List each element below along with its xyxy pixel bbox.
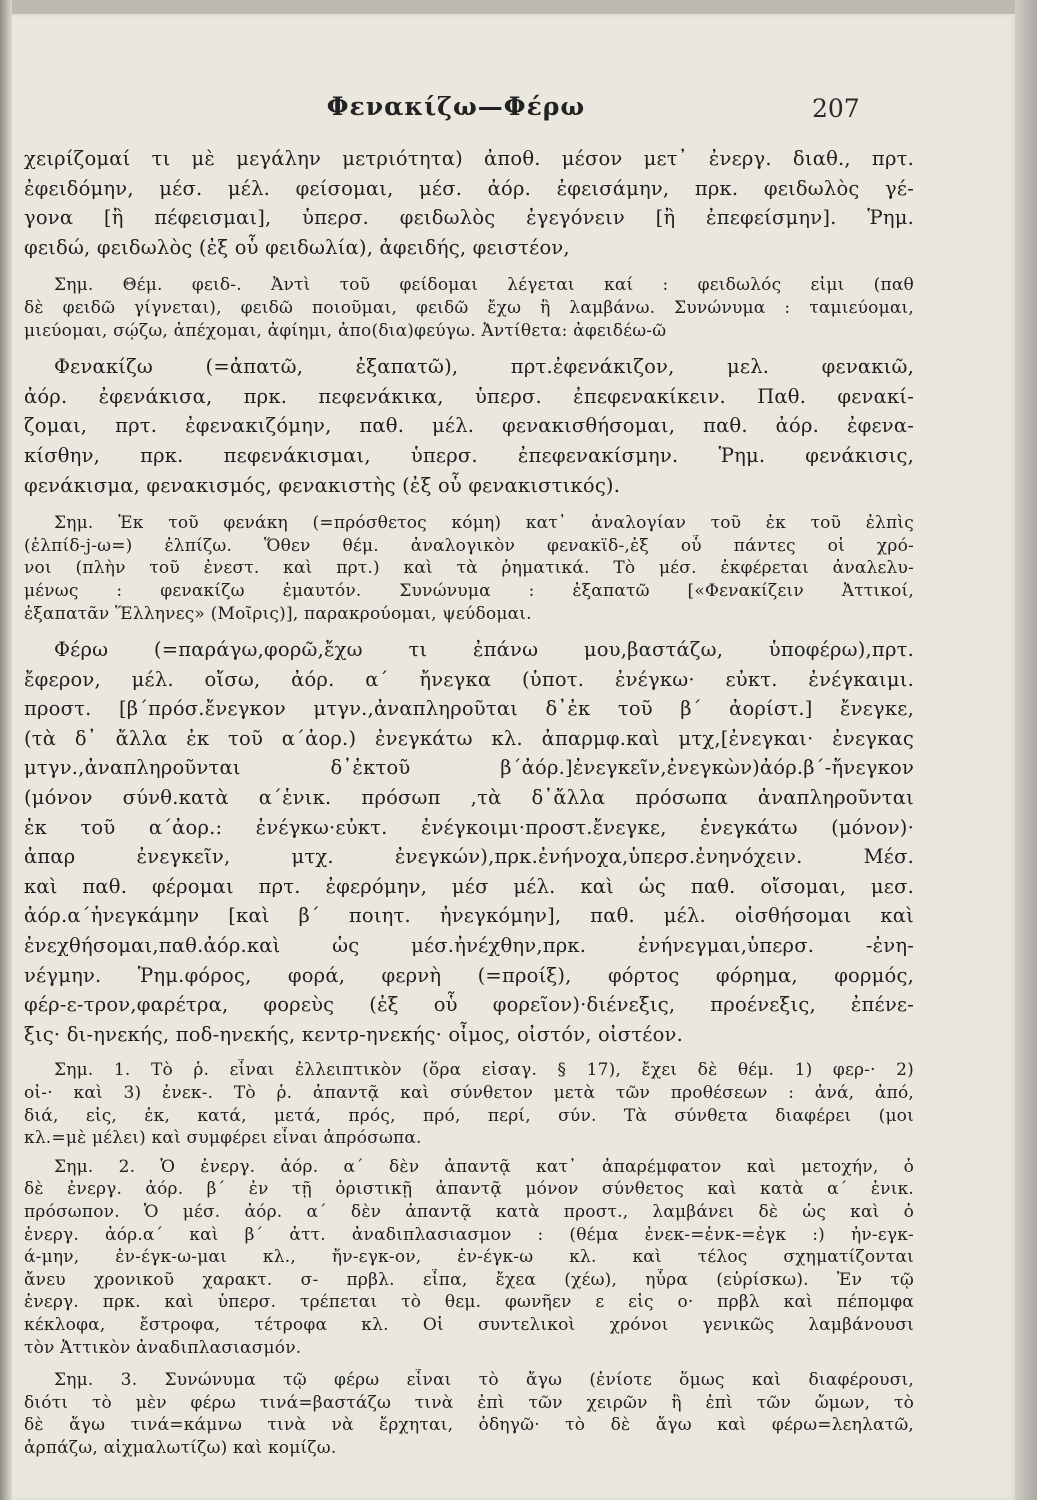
text-line: ἁρπάζω, αἰχμαλωτίζω) καὶ κομίζω. bbox=[24, 1437, 337, 1458]
text-line: μτγν.,ἀναπληροῦνται δ᾽ἐκτοῦ β´ἀόρ.]ἐνεγκεῖν,ἐνεγκὼν)ἀόρ.β´-ἤνεγκον bbox=[24, 756, 914, 780]
entry-block bbox=[24, 635, 914, 1049]
text-line: (ἐλπίδ-j-ω=) ἐλπίζω. Ὅθεν θέμ. ἀναλογικὸν φενακϊδ-,ἐξ οὗ πάντες οἱ χρό- bbox=[24, 535, 914, 556]
text-line: ἄνευ χρονικοῦ χαρακτ. σ- πρβλ. εἶπα, ἔχεα (χέω), ηὗρα (εὑρίσκω). Ἐν τῷ bbox=[24, 1269, 914, 1290]
text-line: γονα [ἢ πέφεισμαι], ὑπερσ. φειδωλὸς ἐγεγόνειν [ἢ ἐπεφείσμην]. Ῥημ. bbox=[24, 206, 914, 230]
text-line: (μόνον σύνθ.κατὰ α´ἑνικ. πρόσωπ ,τὰ δ᾽ἄλλα πρόσωπα ἀναπληροῦνται bbox=[24, 786, 914, 810]
page-number: 207 bbox=[812, 94, 860, 123]
text-line: φειδώ, φειδωλὸς (ἐξ οὗ φειδωλία), ἀφειδής, φειστέον, bbox=[24, 235, 570, 259]
text-line: Σημ. 2. Ὁ ἐνεργ. ἀόρ. α´ δὲν ἀπαντᾷ κατ᾽ ἀπαρέμφατον καὶ μετοχήν, ὁ bbox=[54, 1156, 914, 1177]
text-line: φέρ-ε-τρον,φαρέτρα, φορεὺς (ἐξ οὗ φορεῖον)·διένεξις, προένεξις, ἐπένε- bbox=[24, 993, 914, 1017]
text-line: οἰ-· καὶ 3) ἐνεκ-. Τὸ ῥ. ἀπαντᾷ καὶ σύνθετον μετὰ τῶν προθέσεων : ἀνά, ἀπό, bbox=[24, 1083, 914, 1103]
book-gutter bbox=[0, 0, 12, 1500]
page-edge bbox=[1015, 0, 1037, 1500]
text-line: μιεύομαι, σῴζω, ἀπέχομαι, ἀφίημι, ἀπο(δια)φεύγω. Ἀντίθετα: ἀφειδέω-ῶ bbox=[24, 320, 667, 341]
text-line: δὲ ἐνεργ. ἀόρ. β´ ἐν τῇ ὁριστικῇ ἀπαντᾷ μόνον σύνθετος καὶ κατὰ α´ ἑνικ. bbox=[24, 1179, 914, 1200]
text-line: ἀπαρ ἐνεγκεῖν, μτχ. ἐνεγκών),πρκ.ἐνήνοχα,ὑπερσ.ἐνηνόχειν. Μέσ. bbox=[24, 845, 914, 869]
text-line: ξις· δι-ηνεκής, ποδ-ηνεκής, κεντρ-ηνεκής· οἶμος, οἰστόν, οἰστέον. bbox=[24, 1022, 684, 1046]
page-header bbox=[6, 92, 1018, 132]
text-line: (τὰ δ᾽ ἄλλα ἐκ τοῦ α´ἀορ.) ἐνεγκάτω κλ. ἀπαρμφ.καὶ μτχ,[ἐνεγκαι· ἐνεγκας bbox=[24, 726, 914, 750]
text-line: Σημ. 3. Συνώνυμα τῷ φέρω εἶναι τὸ ἄγω (ἐνίοτε ὅμως καὶ διαφέρουσι, bbox=[54, 1370, 914, 1391]
text-line: Σημ. 1. Τὸ ῥ. εἶναι ἐλλειπτικὸν (ὅρα εἰσαγ. § 17), ἔχει δὲ θέμ. 1) φερ-· 2) bbox=[54, 1060, 914, 1081]
text-line: μένως : φενακίζω ἐμαυτόν. Συνώνυμα : ἐξαπατῶ [«Φενακίζειν Ἀττικοί, bbox=[24, 580, 914, 601]
text-line: ἐνεργ. ἀόρ.α´ καὶ β´ ἀττ. ἀναδιπλασιασμον : (θέμα ἐνεκ-=ἐνκ-=ἐγκ :) ἠν-εγκ- bbox=[24, 1224, 914, 1245]
text-line: κίσθην, πρκ. πεφενάκισμαι, ὑπερσ. ἐπεφενακίσμην. Ῥημ. φενάκισις, bbox=[24, 443, 914, 467]
text-line: Φέρω (=παράγω,φορῶ,ἔχω τι ἐπάνω μου,βαστάζω, ὑποφέρω),πρτ. bbox=[54, 638, 914, 662]
text-line: κλ.=μὲ μέλει) καὶ συμφέρει εἶναι ἀπρόσωπα. bbox=[24, 1128, 422, 1149]
text-line: νοι (πλὴν τοῦ ἐνεστ. καὶ πρτ.) καὶ τὰ ῥηματικά. Τὸ μέσ. ἐκφέρεται ἀναλελυ- bbox=[24, 558, 914, 579]
entry-block bbox=[24, 352, 914, 500]
text-line: καὶ παθ. φέρομαι πρτ. ἐφερόμην, μέσ μέλ. καὶ ὡς παθ. οἴσομαι, μεσ. bbox=[24, 874, 914, 898]
text-line: ἐνεργ. πρκ. καὶ ὑπερσ. τρέπεται τὸ θεμ. φωνῆεν ε εἰς ο· πρβλ καὶ πέπομφα bbox=[24, 1292, 914, 1313]
block-spacer bbox=[24, 1049, 914, 1059]
text-line: ἐνεχθήσομαι,παθ.ἀόρ.καὶ ὡς μέσ.ἠνέχθην,πρκ. ἐνήνεγμαι,ὑπερσ. -ἐνη- bbox=[24, 934, 914, 958]
note-block bbox=[24, 1156, 914, 1359]
text-line: διά, εἰς, ἐκ, κατά, μετά, πρός, πρό, περί, σύν. Τὰ σύνθετα διαφέρει (μοι bbox=[24, 1105, 914, 1126]
text-line: προστ. [β´πρόσ.ἔνεγκον μτγν.,ἀναπληροῦται δ᾽ἐκ τοῦ β´ ἀορίστ.] ἔνεγκε, bbox=[24, 697, 914, 721]
text-line: ἐφειδόμην, μέσ. μέλ. φείσομαι, μέσ. ἀόρ. ἐφεισάμην, πρκ. φειδωλὸς γέ- bbox=[24, 176, 914, 200]
text-line: ά-μην, ἐν-έγκ-ω-μαι κλ., ἤν-εγκ-ον, ἐν-έγκ-ω κλ. καὶ τέλος σχηματίζονται bbox=[24, 1247, 914, 1268]
block-spacer bbox=[24, 262, 914, 274]
book-page bbox=[6, 14, 1018, 1500]
text-line: ἀόρ.α´ἠνεγκάμην [καὶ β´ ποιητ. ἠνεγκόμην], παθ. μέλ. οἰσθήσομαι καὶ bbox=[24, 904, 914, 928]
text-line: ἐξαπατᾶν Ἕλληνες» (Μοῖρις)], παρακρούομαι, ψεύδομαι. bbox=[24, 603, 532, 624]
text-line: Σημ. Ἐκ τοῦ φενάκη (=πρόσθετος κόμη) κατ᾽ ἀναλογίαν τοῦ ἐκ τοῦ ἐλπὶς bbox=[54, 513, 914, 534]
note-block bbox=[24, 274, 914, 342]
text-line: χειρίζομαί τι μὲ μεγάλην μετριότητα) ἀποθ. μέσον μετ᾽ ἐνεργ. διαθ., πρτ. bbox=[24, 147, 914, 170]
block-spacer bbox=[24, 1359, 914, 1369]
text-line: δὲ ἄγω τινά=κάμνω τινὰ νὰ ἔρχηται, ὁδηγῶ· τὸ δὲ ἄγω καὶ φέρω=λεηλατῶ, bbox=[24, 1415, 914, 1436]
text-line: Σημ. Θέμ. φειδ-. Ἀντὶ τοῦ φείδομαι λέγεται καί : φειδωλός εἰμι (παθ bbox=[54, 275, 914, 296]
running-title: Φενακίζω—Φέρω bbox=[326, 92, 586, 121]
text-line: διότι τὸ μὲν φέρω τινά=βαστάζω τινὰ ἐπὶ τῶν χειρῶν ἢ ἐπὶ τῶν ὤμων, τὸ bbox=[24, 1392, 914, 1413]
text-line: ἀόρ. ἐφενάκισα, πρκ. πεφενάκικα, ὑπερσ. ἐπεφενακίκειν. Παθ. φενακί- bbox=[24, 384, 914, 408]
block-spacer bbox=[24, 500, 914, 512]
dictionary-text bbox=[24, 144, 914, 1460]
text-line: δὲ φειδῶ γίγνεται), φειδῶ ποιοῦμαι, φειδῶ ἔχω ἢ λαμβάνω. Συνώνυμα : ταμιεύομαι, bbox=[24, 297, 914, 318]
text-line: ἔφερον, μέλ. οἴσω, ἀόρ. α´ ἤνεγκα (ὑποτ. ἐνέγκω· εὐκτ. ἐνέγκαιμι. bbox=[24, 667, 914, 691]
note-block bbox=[24, 1369, 914, 1459]
text-line: φενάκισμα, φενακισμός, φενακιστὴς (ἐξ οὗ φενακιστικός). bbox=[24, 473, 621, 497]
text-line: ζομαι, πρτ. ἐφενακιζόμην, παθ. μέλ. φενακισθήσομαι, παθ. ἀόρ. ἐφενα- bbox=[24, 414, 914, 438]
note-block bbox=[24, 1059, 914, 1149]
block-spacer bbox=[24, 342, 914, 352]
entry-block bbox=[24, 144, 914, 262]
text-line: κέκλοφα, ἔστροφα, τέτροφα κλ. Οἱ συντελικοὶ χρόνοι γενικῶς λαμβάνουσι bbox=[24, 1314, 914, 1335]
text-line: τὸν Ἀττικὸν ἀναδιπλασιασμόν. bbox=[24, 1337, 302, 1358]
text-line: πρόσωπον. Ὁ μέσ. ἀόρ. α´ δὲν ἀπαντᾷ κατὰ προστ., λαμβάνει δὲ ὡς καὶ ὁ bbox=[24, 1201, 914, 1222]
note-block bbox=[24, 512, 914, 625]
text-line: νέγμην. Ῥημ.φόρος, φορά, φερνὴ (=προίξ), φόρτος φόρημα, φορμός, bbox=[24, 963, 914, 987]
block-spacer bbox=[24, 625, 914, 635]
text-line: ἐκ τοῦ α´ἀορ.: ἐνέγκω·εὐκτ. ἐνέγκοιμι·προστ.ἔνεγκε, ἐνεγκάτω (μόνον)· bbox=[24, 815, 914, 839]
text-line: Φενακίζω (=ἀπατῶ, ἐξαπατῶ), πρτ.ἐφενάκιζον, μελ. φενακιῶ, bbox=[54, 355, 914, 379]
